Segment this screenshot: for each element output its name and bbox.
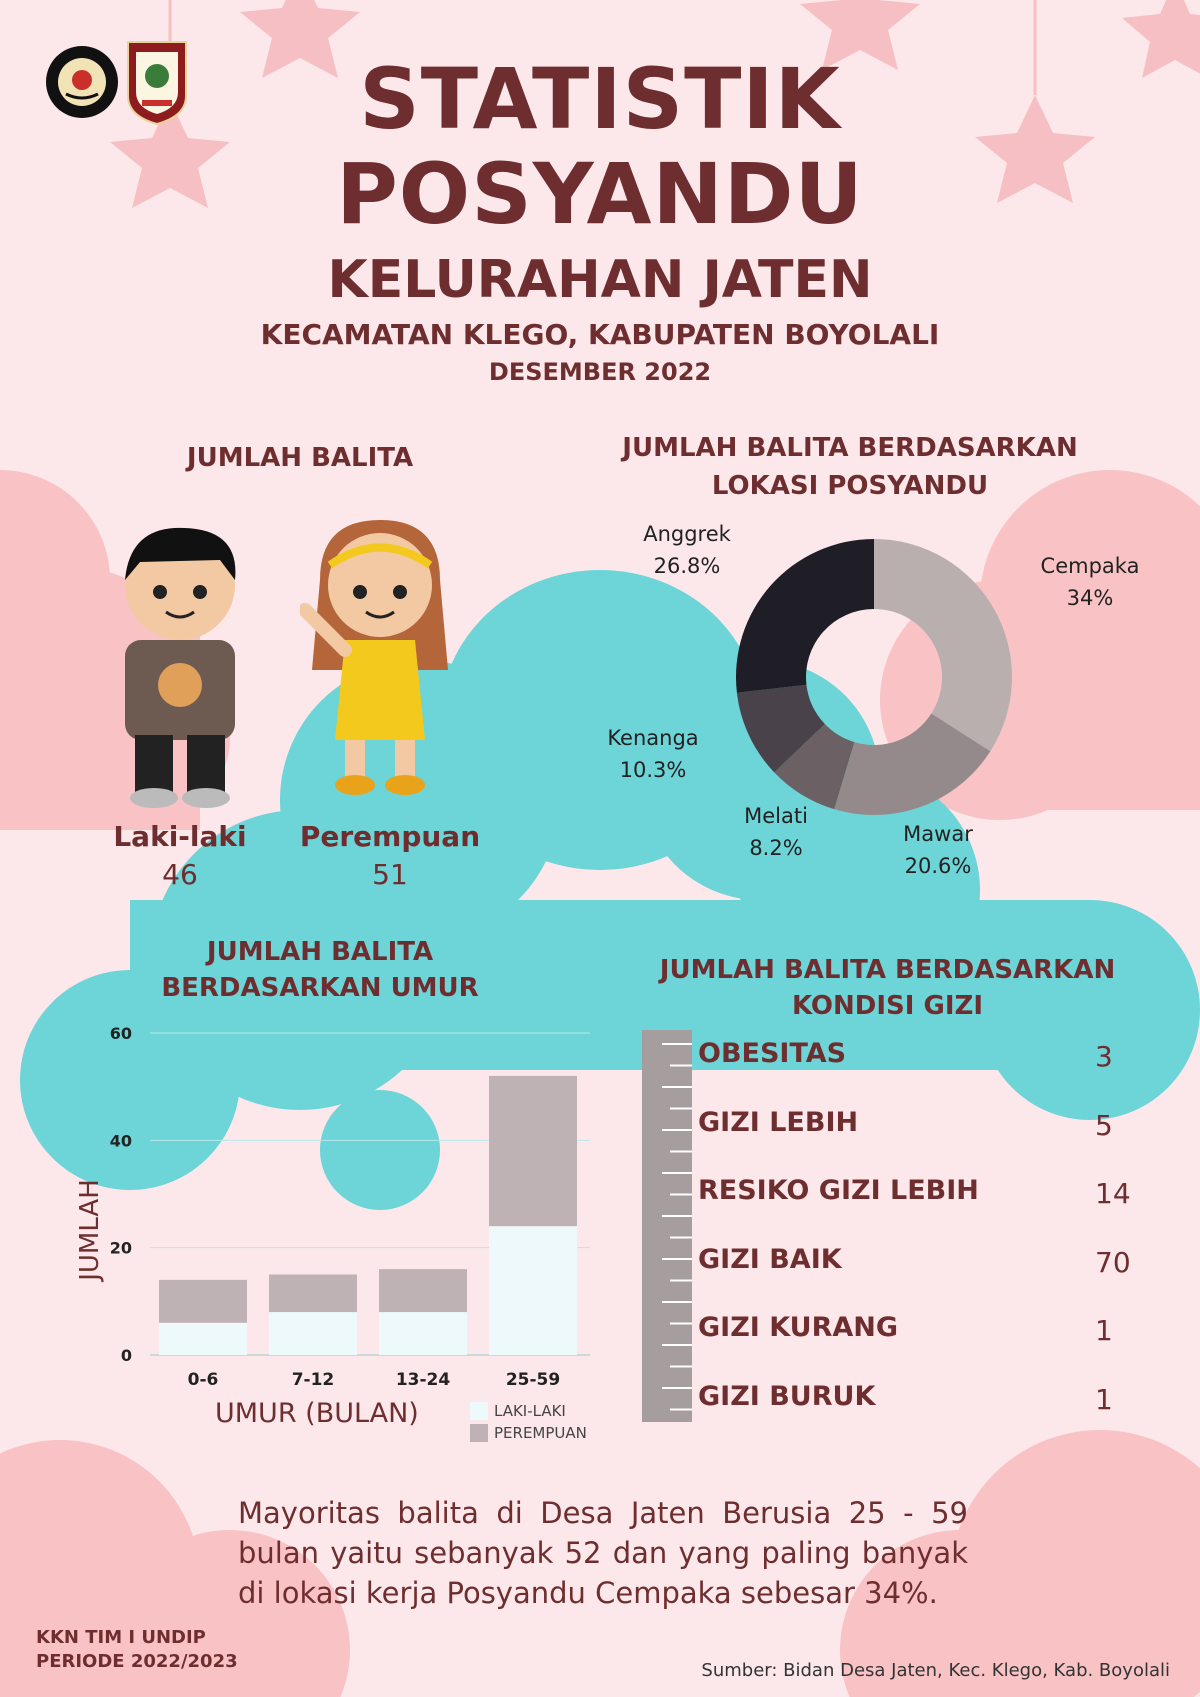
page-title-line2: POSYANDU — [336, 145, 864, 243]
pie-label-melati-name: Melati — [744, 804, 808, 828]
x-tick-label: 0-6 — [187, 1370, 219, 1390]
female-label: Perempuan — [299, 820, 481, 853]
umur-title-line2: BERDASARKAN UMUR — [161, 973, 479, 1003]
ruler-icon — [642, 1030, 692, 1422]
pie-label-cempaka — [1010, 550, 1170, 614]
legend-label-laki: LAKI-LAKI — [494, 1402, 566, 1420]
pie-label-melati-value: 8.2% — [749, 836, 803, 860]
y-axis-label: JUMLAH — [75, 1179, 105, 1281]
pie-label-anggrek-name: Anggrek — [643, 522, 731, 546]
male-label: Laki-laki — [113, 820, 247, 853]
pie-label-mawar — [858, 818, 1018, 882]
gizi-value: 5 — [1095, 1108, 1113, 1142]
gizi-label: GIZI BURUK — [698, 1380, 876, 1412]
x-tick-label: 7-12 — [291, 1370, 335, 1390]
jumlah-balita-title: JUMLAH BALITA — [186, 443, 414, 473]
team-line2: PERIODE 2022/2023 — [36, 1651, 238, 1672]
legend-label-perempuan: PEREMPUAN — [494, 1424, 587, 1442]
y-tick-label: 60 — [109, 1024, 132, 1043]
bar-segment-laki-laki-13-24 — [379, 1312, 467, 1355]
date-text: DESEMBER 2022 — [488, 358, 712, 386]
gizi-title-line1: JUMLAH BALITA BERDASARKAN — [659, 955, 1116, 985]
x-tick-label: 25-59 — [505, 1370, 561, 1390]
pie-label-kenanga-name: Kenanga — [607, 726, 699, 750]
gizi-label: GIZI LEBIH — [698, 1106, 859, 1138]
umur-title-line1: JUMLAH BALITA — [206, 937, 434, 967]
y-tick-label: 40 — [109, 1131, 132, 1151]
team-line1: KKN TIM I UNDIP — [36, 1627, 206, 1648]
y-tick-label: 20 — [109, 1238, 132, 1258]
y-tick-label: 0 — [120, 1346, 132, 1365]
pie-label-cempaka-name: Cempaka — [1040, 554, 1140, 578]
pie-label-anggrek — [607, 518, 767, 582]
x-tick-label: 13-24 — [395, 1370, 451, 1390]
summary-text: Mayoritas balita di Desa Jaten Berusia 25 - 59 bulan yaitu sebanyak 52 dan yang paling banyak di lokasi kerja Posyandu Cempaka sebesar 34%. — [238, 1496, 968, 1610]
legend-item-laki — [470, 1402, 587, 1420]
gizi-value: 1 — [1095, 1382, 1113, 1416]
bar-segment-perempuan-25-59 — [489, 1076, 577, 1226]
legend-item-perempuan — [470, 1424, 587, 1442]
lokasi-title-line2: LOKASI POSYANDU — [711, 471, 989, 501]
bar-segment-perempuan-13-24 — [379, 1269, 467, 1312]
gizi-title-line2: KONDISI GIZI — [791, 991, 984, 1021]
bar-segment-perempuan-7-12 — [269, 1275, 357, 1313]
pie-label-kenanga — [573, 722, 733, 786]
bar-segment-perempuan-0-6 — [159, 1280, 247, 1323]
gizi-label: OBESITAS — [698, 1038, 847, 1069]
gizi-value: 3 — [1095, 1040, 1113, 1073]
pie-label-melati — [696, 800, 856, 864]
gizi-value: 1 — [1095, 1314, 1113, 1347]
legend — [470, 1402, 587, 1442]
location-text: KECAMATAN KLEGO, KABUPATEN BOYOLALI — [260, 318, 940, 351]
legend-swatch-laki — [470, 1402, 488, 1420]
page-subtitle: KELURAHAN JATEN — [327, 250, 873, 310]
pie-label-mawar-name: Mawar — [903, 822, 973, 846]
lokasi-title-line1: JUMLAH BALITA BERDASARKAN — [622, 433, 1078, 463]
bar-segment-laki-laki-7-12 — [269, 1312, 357, 1355]
bar-segment-laki-laki-25-59 — [489, 1226, 577, 1355]
x-axis-label: UMUR (BULAN) — [215, 1398, 419, 1429]
gizi-label: RESIKO GIZI LEBIH — [698, 1175, 979, 1206]
source-text: Sumber: Bidan Desa Jaten, Kec. Klego, Kab. Boyolali — [701, 1660, 1170, 1681]
bar-chart — [100, 1020, 620, 1390]
pie-label-mawar-value: 20.6% — [904, 854, 972, 878]
bar-segment-laki-laki-0-6 — [159, 1323, 247, 1355]
donut-slice-cempaka — [874, 539, 1012, 751]
boy-illustration — [100, 520, 260, 810]
gizi-label: GIZI KURANG — [698, 1312, 899, 1343]
page-title-line1: STATISTIK — [359, 50, 841, 148]
male-value: 46 — [162, 858, 198, 891]
pie-label-cempaka-value: 34% — [1066, 586, 1114, 610]
donut-chart — [734, 537, 1014, 817]
gizi-label: GIZI BAIK — [698, 1243, 842, 1275]
gizi-value: 14 — [1095, 1177, 1131, 1210]
legend-swatch-perempuan — [470, 1424, 488, 1442]
pie-label-anggrek-value: 26.8% — [653, 554, 721, 578]
girl-illustration — [300, 510, 460, 810]
female-value: 51 — [372, 858, 408, 891]
pie-label-kenanga-value: 10.3% — [619, 758, 687, 782]
gizi-value: 70 — [1095, 1245, 1131, 1279]
